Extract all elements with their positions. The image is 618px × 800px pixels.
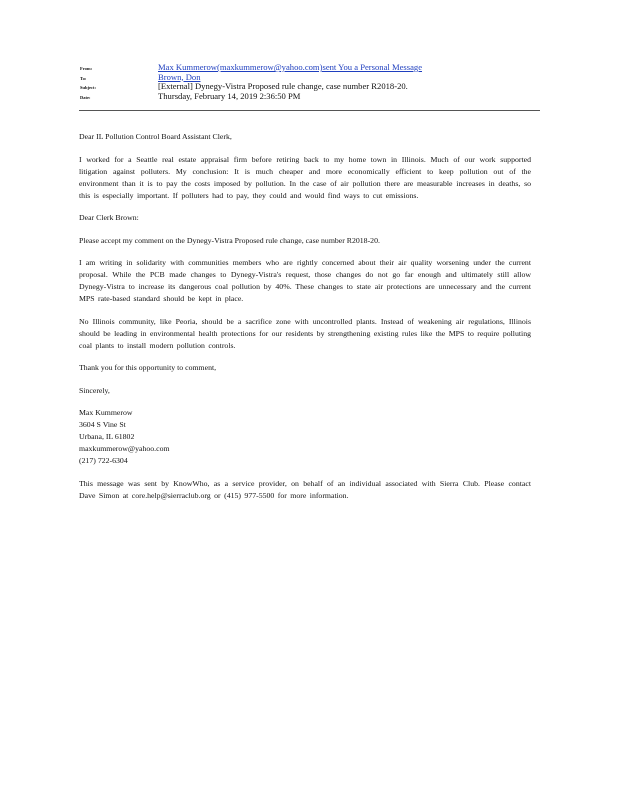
- signature-name: Max Kummerow: [79, 408, 133, 417]
- paragraph-comment: Please accept my comment on the Dynegy-Vistra Proposed rule change, case number R2018-20.: [79, 235, 380, 245]
- date-value: Thursday, February 14, 2019 2:36:50 PM: [158, 90, 301, 101]
- salutation-brown: Dear Clerk Brown:: [79, 213, 139, 222]
- thanks-line: Thank you for this opportunity to comment,: [79, 363, 217, 372]
- email-body: [79, 131, 531, 512]
- closing-line: Sincerely,: [79, 385, 110, 395]
- signature-phone: (217) 722-6304: [79, 456, 128, 465]
- from-label: From:: [80, 66, 93, 71]
- paragraph-illinois: No Illinois community, like Peoria, should be a sacrifice zone with uncontrolled plants. Instead of weakening air regulations, Illinois should be leading in environmental health protections for our residents by strengthening existing rules like the MPS to require polluting coal plants to install modern pollution controls.: [79, 316, 531, 350]
- signature-street: 3604 S Vine St: [79, 420, 126, 429]
- to-value-link[interactable]: Brown, Don: [158, 71, 201, 82]
- paragraph-solidarity: I am writing in solidarity with communities members who are rightly concerned about their air quality worsening under the current proposal. While the PCB made changes to Dynegy-Vistra's request, those changes do not go far enough and ultimately still allow Dynegy-Vistra to increase its dangerous coal pollution by 40%. These changes to state air protections are unnecessary and the current MPS rate-based standard should be kept in place.: [79, 258, 531, 303]
- salutation-clerk: Dear IL Pollution Control Board Assistant Clerk,: [79, 132, 232, 141]
- header-divider: [79, 110, 540, 111]
- from-value-link[interactable]: Max Kummerow(maxkummerow@yahoo.com)sent You a Personal Message: [158, 62, 423, 72]
- email-header: [80, 63, 540, 101]
- subject-row: [80, 82, 540, 92]
- date-label: Date:: [80, 94, 91, 100]
- to-label: To:: [80, 75, 87, 81]
- subject-value: [External] Dynegy-Vistra Proposed rule change, case number R2018-20.: [158, 81, 408, 91]
- footer-notice: This message was sent by KnowWho, as a service provider, on behalf of an individual associated with Sierra Club. Please contact Dave Simon at core.help@sierraclub.org or (415) 977-5500 for more information.: [79, 478, 531, 500]
- signature-email: maxkummerow@yahoo.com: [79, 444, 170, 453]
- subject-label: Subject:: [80, 85, 96, 90]
- date-row: [80, 92, 540, 102]
- signature-city: Urbana, IL 61802: [79, 432, 135, 441]
- paragraph-background: I worked for a Seattle real estate appraisal firm before retiring back to my home town in Illinois. Much of our work supported litigation against polluters. My conclusion: It is much cheaper and more economically efficient to keep pollution out of the environment than it is to pay the costs imposed by pollution. In the case of air pollution there are measurable increases in deaths, so this is especially important. If polluters had to pay, they could and would find ways to cut emissions.: [79, 154, 531, 200]
- from-row: [80, 63, 540, 73]
